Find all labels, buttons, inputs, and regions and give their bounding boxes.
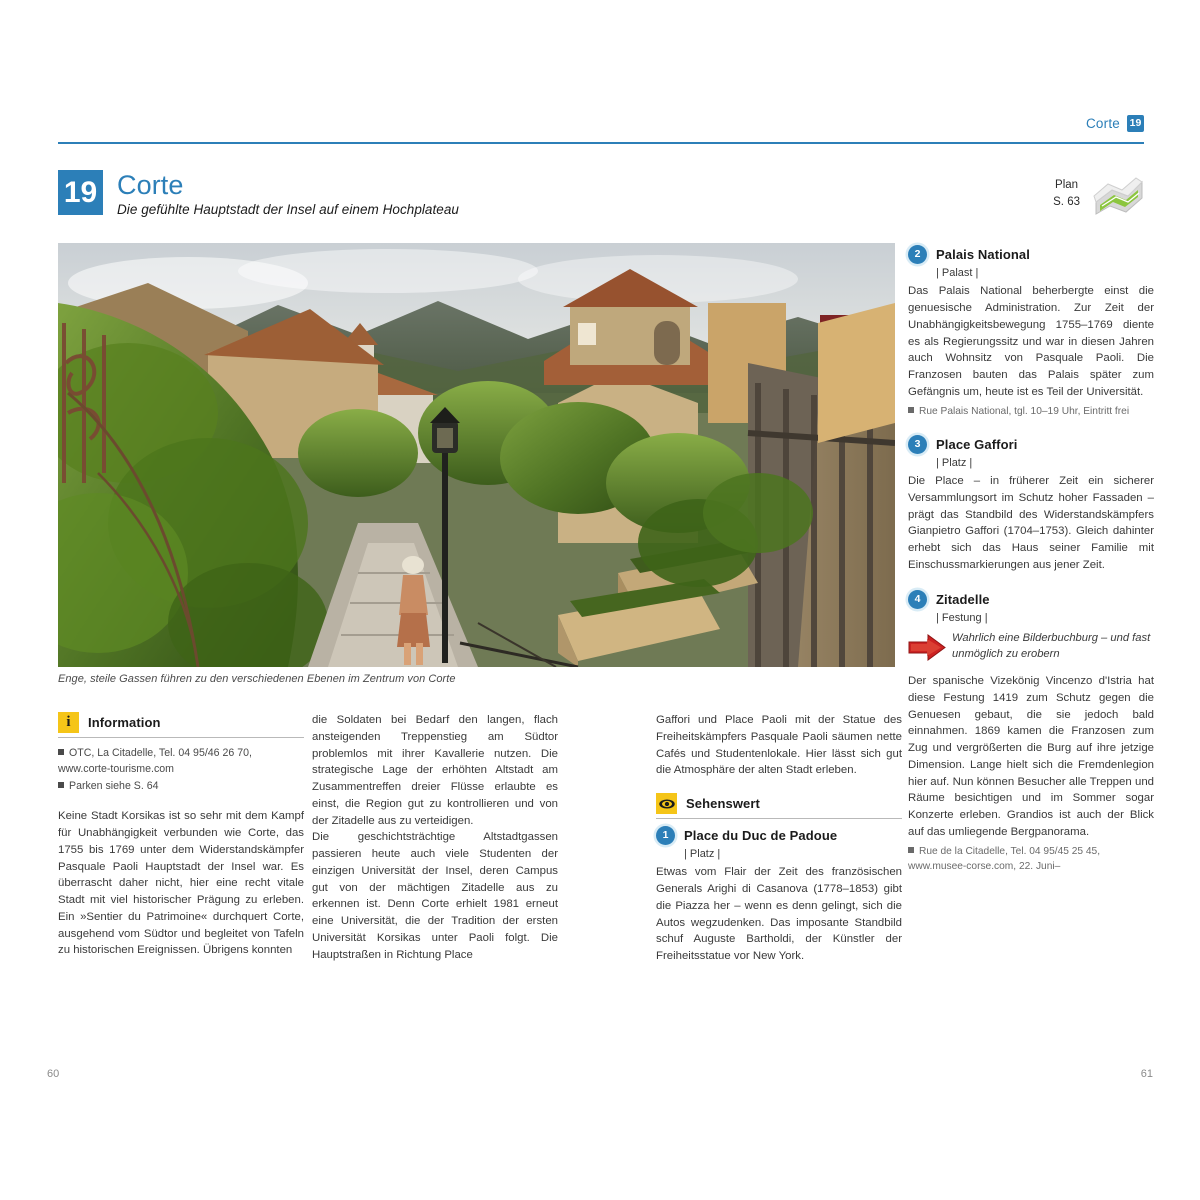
poi-header [908,435,1154,454]
chapter-title-group [117,170,459,217]
poi-entry [908,435,1154,574]
page-title: Corte [117,170,184,200]
information-box-title: Information [88,714,161,730]
bullet-square-icon [58,749,64,755]
map-icon [1092,172,1144,216]
plan-reference-page: S. 63 [1053,196,1080,208]
intro-text-continued-b: Die geschichtsträchtige Altstadtgassen passieren heute auch viele Studenten der einzigen Universität der Insel, deren Campus gut von der mächtigen Zitadelle aus zu erkennen ist. Denn Corte erhielt 1981 erneut eine Universität, die der Tradition der ersten Universität Korsikas unter Paoli folgt. Die Hauptstraßen in Richtung Place [312,831,558,961]
information-line [58,778,304,794]
bullet-square-icon [58,782,64,788]
poi-kind: | Festung | [936,611,988,624]
bullet-square-icon [908,847,914,853]
poi-body: Der spanische Vizekönig Vincenzo d'Istria hat diese Festung 1419 zum Schutz gegen die Genuesen gebaut, die sie jedoch bald einnahmen. 1869 kamen die Franzosen zum Zug und vergrößerten die Burg auf ihre jetzige Dimension. Lange hielt sich die Fremdenlegion hier auf. Nun können Besucher alle Treppen und Räume besichtigen und im Sommer sogar Konzerte erleben. Grandios ist auch der Blick auf das umliegende Bergpanorama. [908,675,1154,838]
information-box-header [58,712,304,733]
text-column-3 [656,712,902,965]
eye-icon-glyph [657,794,677,814]
poi-entry [908,245,1154,419]
hero-photo [58,243,895,667]
poi-meta-text: Rue de la Citadelle, Tel. 04 95/45 25 45, www.musee-corse.com, 22. Juni– [908,845,1101,872]
intro-text-continued-a: die Soldaten bei Bedarf den langen, flach ansteigenden Treppenstieg am Südtor problemlos mit ihrer Kavallerie nutzen. Die strategische Lage der erhöhten Altstadt am Zusammentreffen dreier Flüsse erlaubte es einst, die Region gut zu kontrollieren und von der Zitadelle aus zu verteidigen. [312,714,558,827]
information-line-text: Parken siehe S. 64 [69,779,159,792]
hero-photo-image [58,243,895,667]
eye-icon [656,793,677,814]
chapter-heading [58,170,459,217]
red-arrow-icon [908,634,946,661]
poi-number-badge: 1 [656,826,675,845]
poi-body: Etwas vom Flair der Zeit des französischen Generals Arighi di Casanova (1778–1853) gibt die Piazza her – wenn es denn gelingt, sich die Autos wegzudenken. Das imposante Standbild schuf Auguste Bartholdi, der Künstler der Freiheitsstatue vor New York. [656,866,902,963]
folio-right: 61 [1140,1068,1153,1080]
information-line [58,745,304,778]
tip-callout [908,630,1154,670]
plan-reference [1053,172,1144,216]
poi-name: Zitadelle [936,591,990,607]
running-head-title: Corte [1085,115,1120,131]
poi-header [908,590,1154,609]
running-head-rule [58,142,1144,144]
poi-kind: | Palast | [936,267,979,280]
poi-name: Palais National [936,247,1030,262]
poi-number-badge: 2 [908,245,927,264]
photo-caption: Enge, steile Gassen führen zu den verschiedenen Ebenen im Zentrum von Corte [58,673,456,685]
poi-meta [908,844,1154,875]
running-head [58,112,1144,134]
intro-paragraph-column-1 [58,808,304,959]
poi-entry [656,826,902,965]
poi-name: Place Gaffori [936,436,1018,452]
information-icon-letter: i [66,714,71,730]
intro-text: Keine Stadt Korsikas ist so sehr mit dem Kampf für Unabhängigkeit verbunden wie Corte, das 1755 bis 1769 unter dem Widerstandskämpfer Pasquale Paoli Hauptstadt der Insel war. Es überrascht daher nicht, hier eine recht vitale Stadt mit viel historischer Prägung zu erleben. Ein »Sentier du Patrimoine« durchquert Corte, ausgehend vom Südtor und begleitet von Tafeln zu historischen Ereignissen. Übrigens konnten [58,810,304,957]
text-column-2 [312,712,558,963]
chapter-subtitle: Die gefühlte Hauptstadt der Insel auf einem Hochplateau [117,202,459,218]
poi-kind: | Platz | [936,457,973,470]
plan-reference-label: Plan [1055,178,1079,191]
information-line-text: OTC, La Citadelle, Tel. 04 95/46 26 70, www.corte-tourisme.com [58,747,252,776]
text-column-4 [908,243,1154,874]
running-head-badge: 19 [1127,115,1144,132]
poi-entry [908,590,1154,875]
sights-box-title: Sehenswert [686,796,760,811]
poi-header [656,826,902,845]
poi-body: Das Palais National beherbergte einst die genuesische Administration. Zur Zeit der Unabhängigkeitsbewegung 1755–1769 diente es als Regierungssitz und war in diesen Jahren auch Wohnsitz von Pasquale Paoli. Die Franzosen bauten das Palais später zum Gefängnis um, heute ist es Teil der Universität. [908,285,1154,398]
poi-kind: | Platz | [684,848,721,861]
bullet-square-icon [908,407,914,413]
folio-left: 60 [47,1068,60,1080]
poi-number-badge: 4 [908,590,927,609]
poi-number-badge: 3 [908,435,927,454]
information-box-rule [58,737,304,738]
poi-meta [908,404,1154,419]
poi-body: Die Place – in früherer Zeit ein sicherer Versammlungsort im Schutz hoher Fassaden – prägt das Standbild des Widerstandskämpfers Gianpietro Gaffori (1704–1753). Gleich dahinter erhebt sich das Haus seiner Familie mit Einschussmarkierungen aus jener Zeit. [908,475,1154,572]
poi-header [908,245,1154,264]
poi-name: Place du Duc de Padoue [684,828,838,844]
chapter-number-badge: 19 [58,170,103,215]
plan-reference-text [1053,177,1080,212]
intro-text-continued-c: Gaffori und Place Paoli mit der Statue des Freiheitskämpfers Pasquale Paoli säumen nette Cafés und Studentenlokale. Hier lässt sich gut die Atmosphäre der alten Stadt erleben. [656,714,902,777]
poi-meta-text: Rue Palais National, tgl. 10–19 Uhr, Eintritt frei [919,405,1130,417]
information-icon [58,712,79,733]
sights-box-header [656,793,902,819]
text-column-1 [58,712,304,959]
sights-box-rule [656,818,902,819]
tip-text: Wahrlich eine Bilderbuchburg – und fast unmöglich zu erobern [952,632,1151,661]
